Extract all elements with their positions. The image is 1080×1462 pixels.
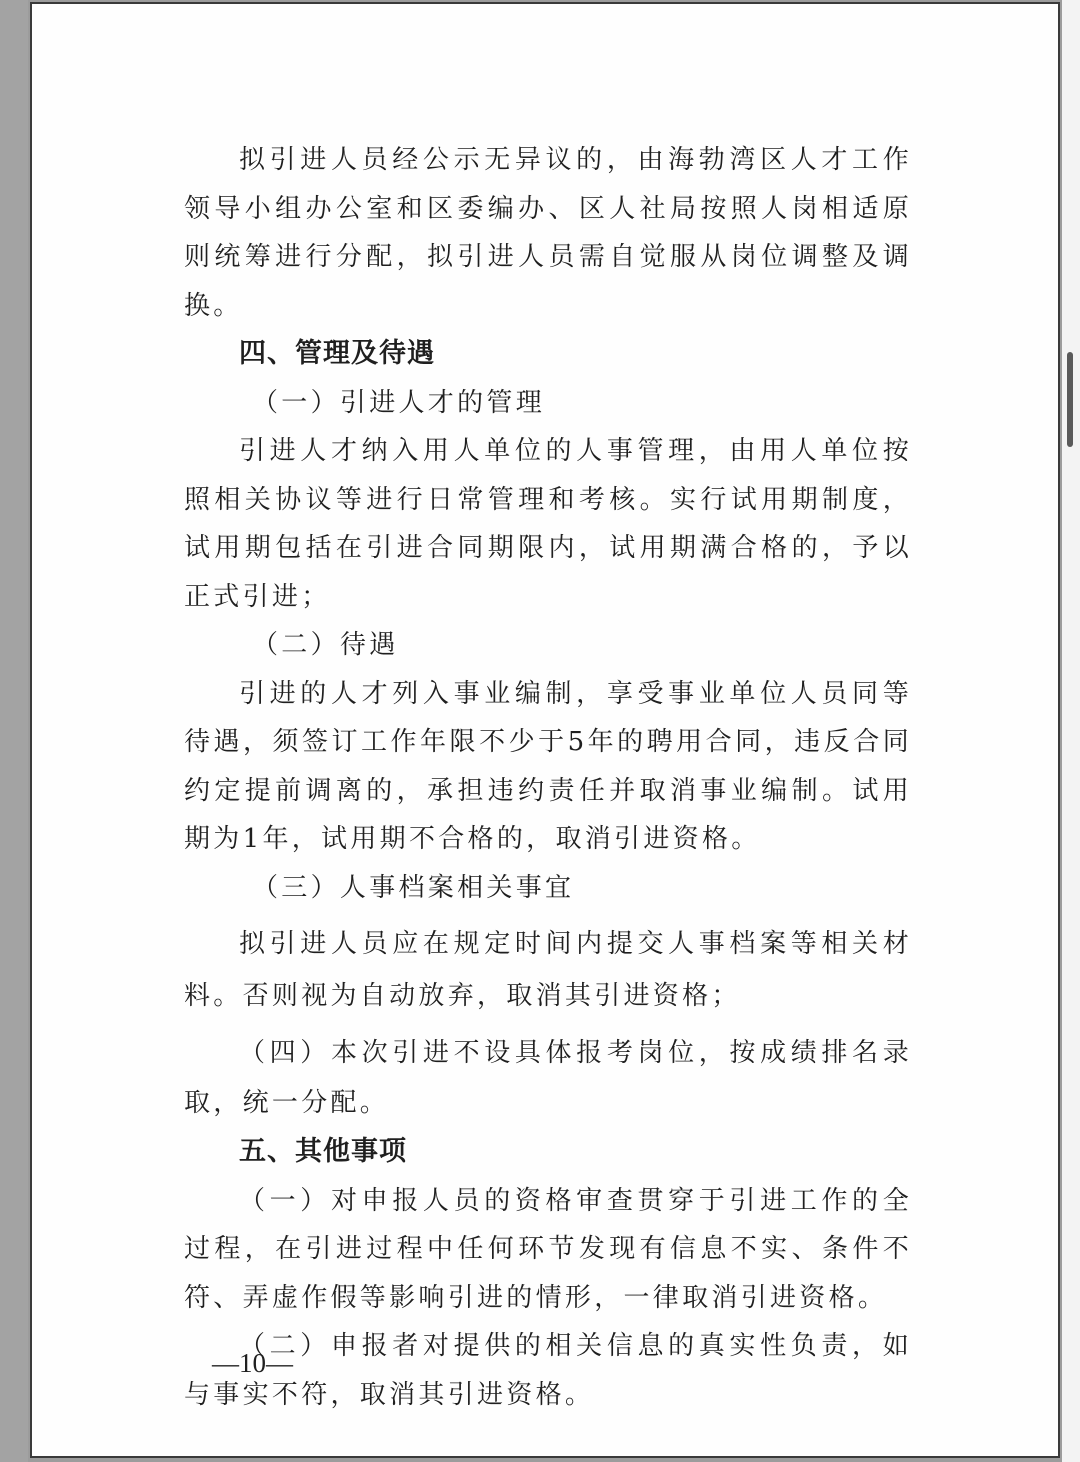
page-number: —10— [212,1348,293,1378]
paragraph-treatment: 引进的人才列入事业编制，享受事业单位人员同等待遇，须签订工作年限不少于5年的聘用合同，违反合同约定提前调离的，承担违约责任并取消事业编制。试用期为1年，试用期不合格的，取消引进资格。 [184,678,912,854]
viewer-background-left [0,0,28,1462]
subheading-personnel-files: （三）人事档案相关事宜 [252,872,575,903]
subheading-treatment: （二）待遇 [252,630,399,660]
scrollbar-thumb[interactable] [1067,352,1073,447]
section-heading-management: 四、管理及待遇 [239,338,435,369]
section-heading-other-matters: 五、其他事项 [239,1136,407,1167]
paragraph-talent-management: 引进人才纳入用人单位的人事管理，由用人单位按照相关协议等进行日常管理和考核。实行试用期制度，试用期包括在引进合同期限内，试用期满合格的，予以正式引进； [184,436,912,612]
paragraph-qualification-review: （一）对申报人员的资格审查贯穿于引进工作的全过程，在引进过程中任何环节发现有信息不实、条件不符、弄虚作假等影响引进的情形，一律取消引进资格。 [184,1185,912,1313]
document-page [30,2,1060,1458]
paragraph-information-authenticity: （二）申报者对提供的相关信息的真实性负责，如与事实不符，取消其引进资格。 [184,1331,912,1410]
paragraph-no-positions: （四）本次引进不设具体报考岗位，按成绩排名录取，统一分配。 [184,1038,912,1118]
page-body [184,136,912,1419]
viewer-scroll-track[interactable] [1062,0,1080,1462]
paragraph-allocation: 拟引进人员经公示无异议的，由海勃湾区人才工作领导小组办公室和区委编办、区人社局按照人岗相适原则统筹进行分配，拟引进人员需自觉服从岗位调整及调换。 [184,145,912,321]
subheading-talent-management: （一）引进人才的管理 [252,387,546,418]
paragraph-personnel-files: 拟引进人员应在规定时间内提交人事档案等相关材料。否则视为自动放弃，取消其引进资格； [184,929,912,1011]
